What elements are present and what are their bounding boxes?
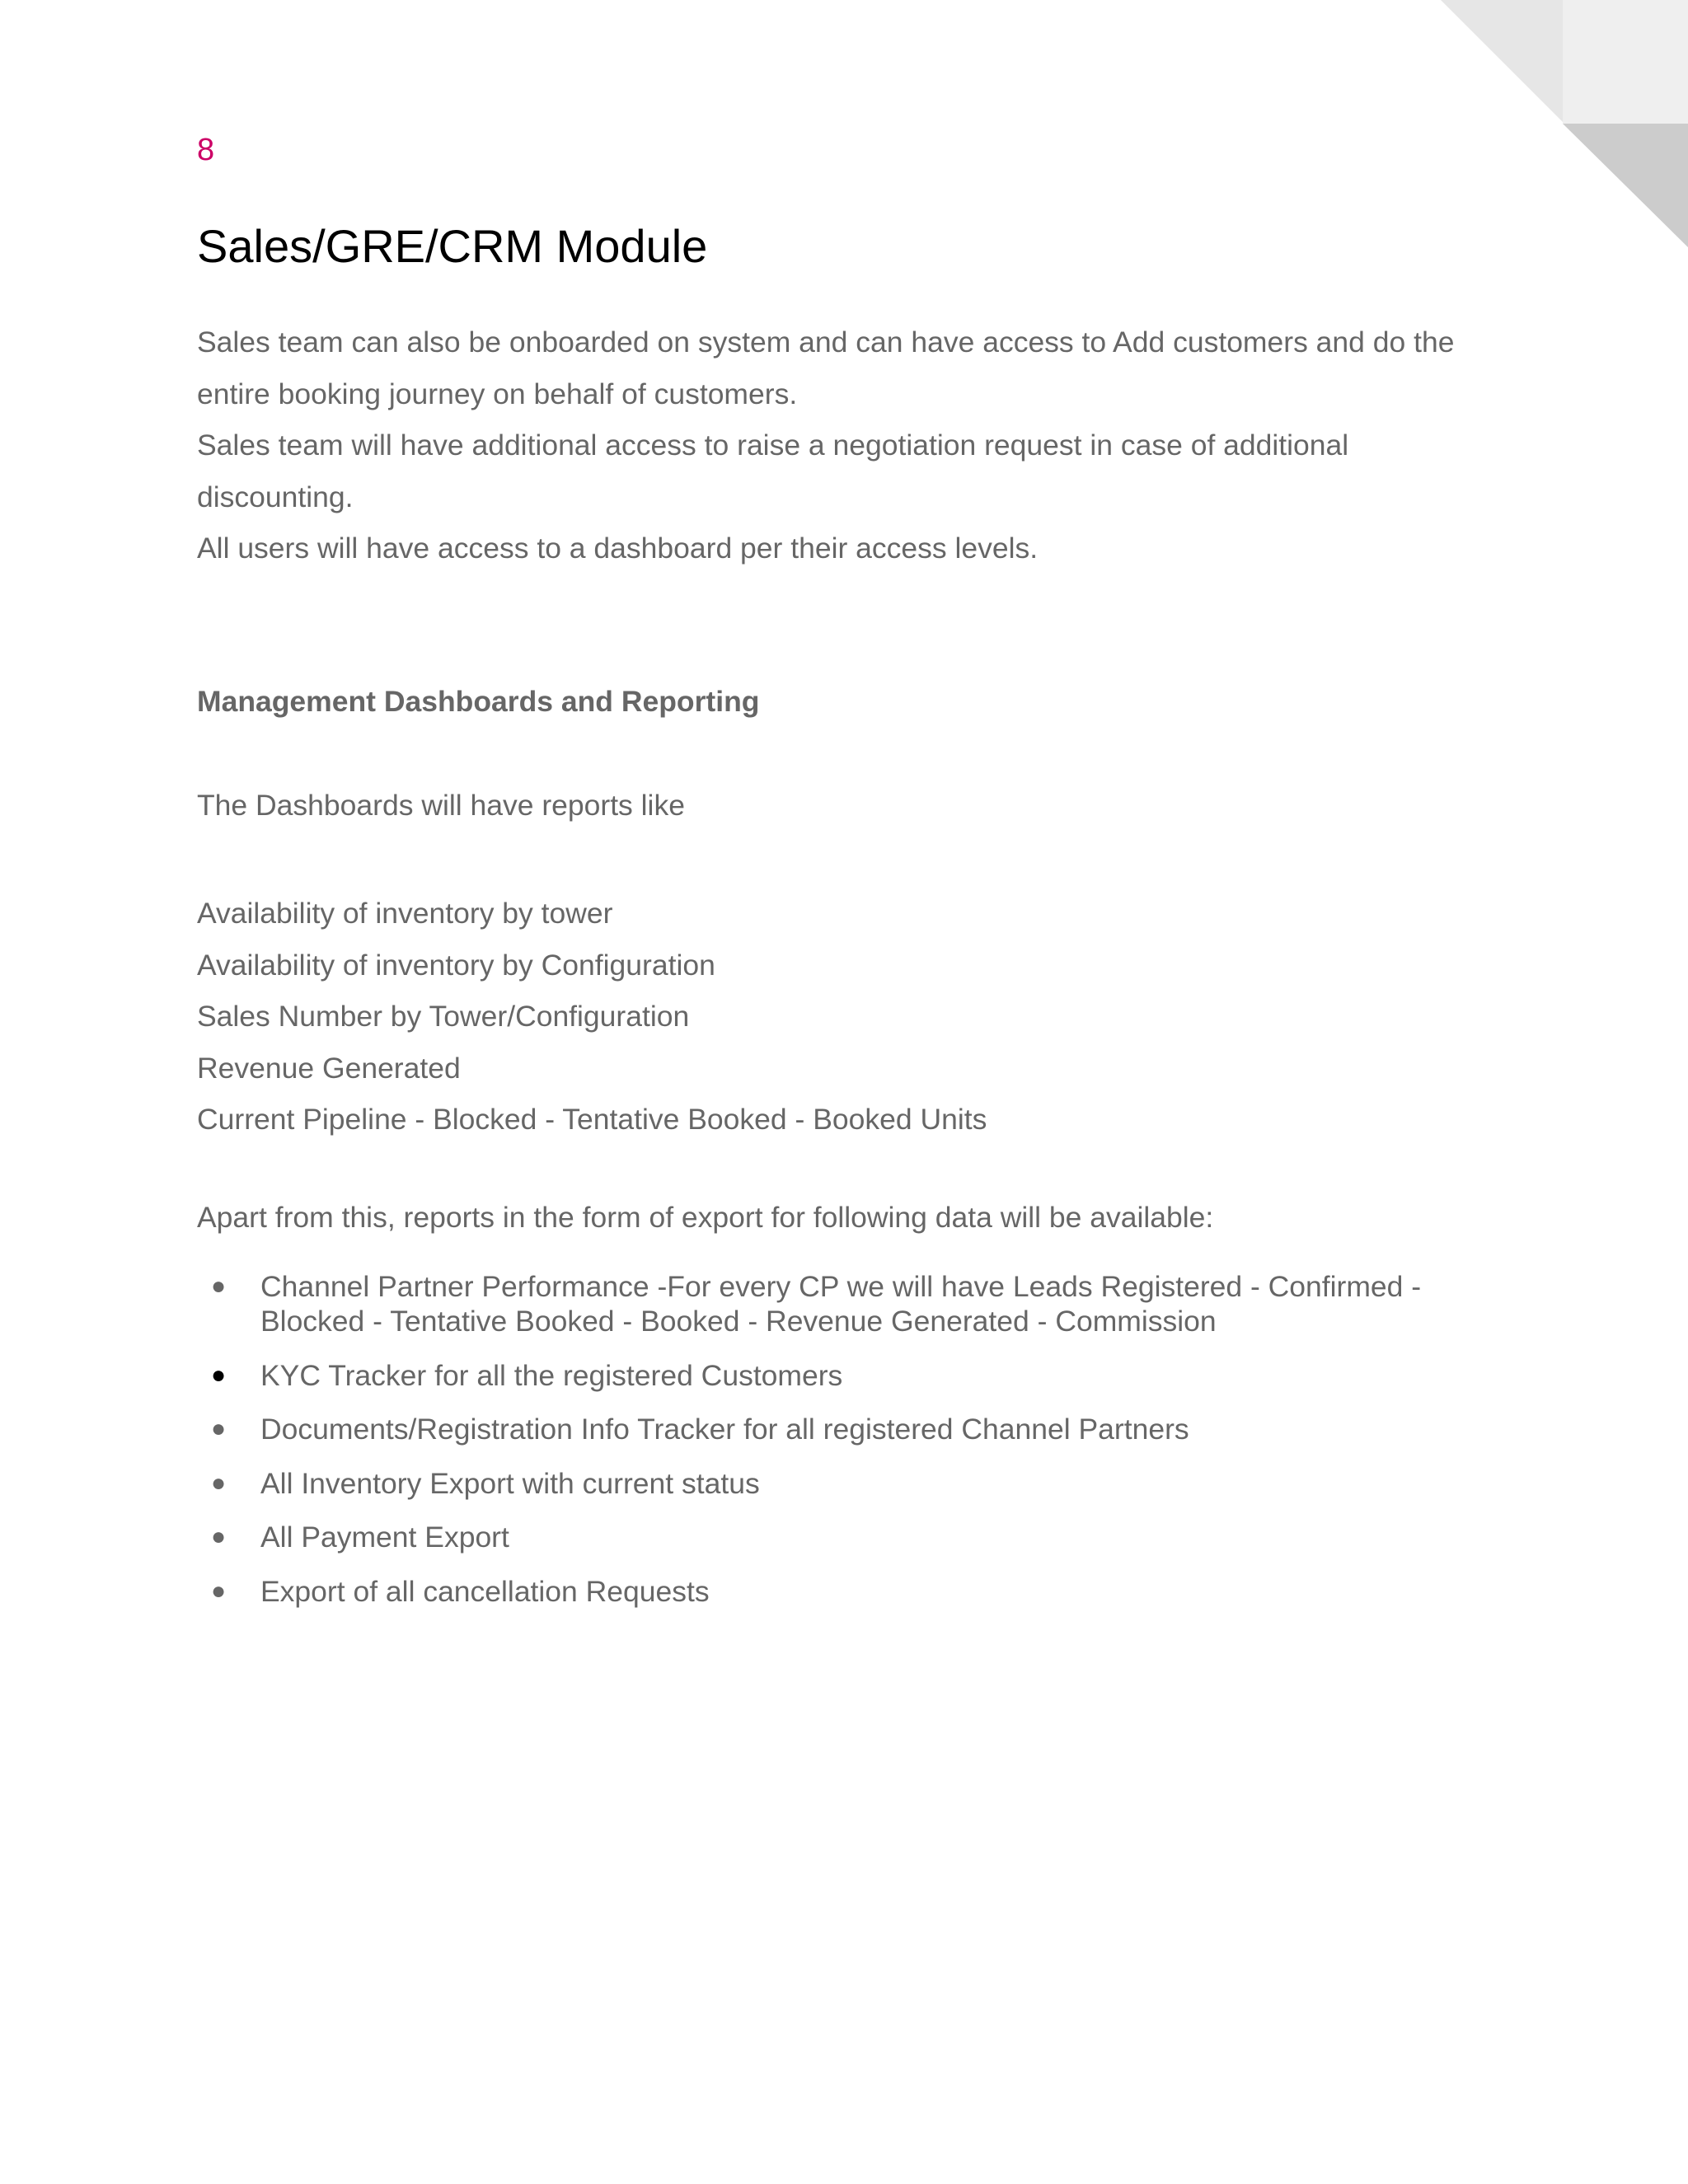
bullet-item-text: Export of all cancellation Requests [260,1574,710,1608]
intro-paragraph: Sales team will have additional access to raise a negotiation request in case of additional discounting. [197,429,1349,513]
bullet-item-text: Documents/Registration Info Tracker for all registered Channel Partners [260,1413,1189,1446]
intro-section [197,316,1499,574]
intro-paragraph: All users will have access to a dashboard per their access levels. [197,532,1039,565]
bullet-item [197,1358,1499,1393]
bullet-item [197,1520,1499,1554]
page-number: 8 [197,133,215,167]
dashboard-report-list [197,888,987,1146]
bullet-icon: ● [210,1272,227,1300]
list-item: Current Pipeline - Blocked - Tentative Booked - Booked Units [197,1103,987,1137]
export-intro: Apart from this, reports in the form of export for following data will be available: [197,1201,1214,1234]
list-item: Revenue Generated [197,1051,461,1085]
list-item: Availability of inventory by tower [197,897,613,930]
corner-fold-decoration [1441,0,1688,247]
bullet-item-text: Channel Partner Performance -For every CP we will have Leads Registered - Confirmed - Blocked - Tentative Booked - Booked - Revenue Generated - Commission [260,1270,1422,1338]
intro-paragraph: Sales team can also be onboarded on system and can have access to Add customers and do the entire booking journey on behalf of customers. [197,326,1455,410]
bullet-item [197,1574,1499,1609]
bullet-icon: ● [210,1523,227,1551]
section-heading: Management Dashboards and Reporting [197,685,760,718]
bullet-item [197,1466,1499,1501]
dashboards-intro: The Dashboards will have reports like [197,789,685,822]
page-title: Sales/GRE/CRM Module [197,220,708,272]
bullet-icon: ● [210,1469,227,1497]
bullet-icon: ● [210,1415,227,1443]
bullet-item [197,1269,1499,1338]
list-item: Availability of inventory by Configuration [197,948,715,982]
bullet-item-text: All Payment Export [260,1521,509,1554]
export-report-list [197,1269,1499,1629]
bullet-item [197,1412,1499,1446]
bullet-icon: ● [210,1361,227,1389]
bullet-item-text: All Inventory Export with current status [260,1466,760,1500]
bullet-item-text: KYC Tracker for all the registered Customers [260,1358,843,1392]
bullet-icon: ● [210,1577,227,1605]
list-item: Sales Number by Tower/Configuration [197,1000,690,1033]
